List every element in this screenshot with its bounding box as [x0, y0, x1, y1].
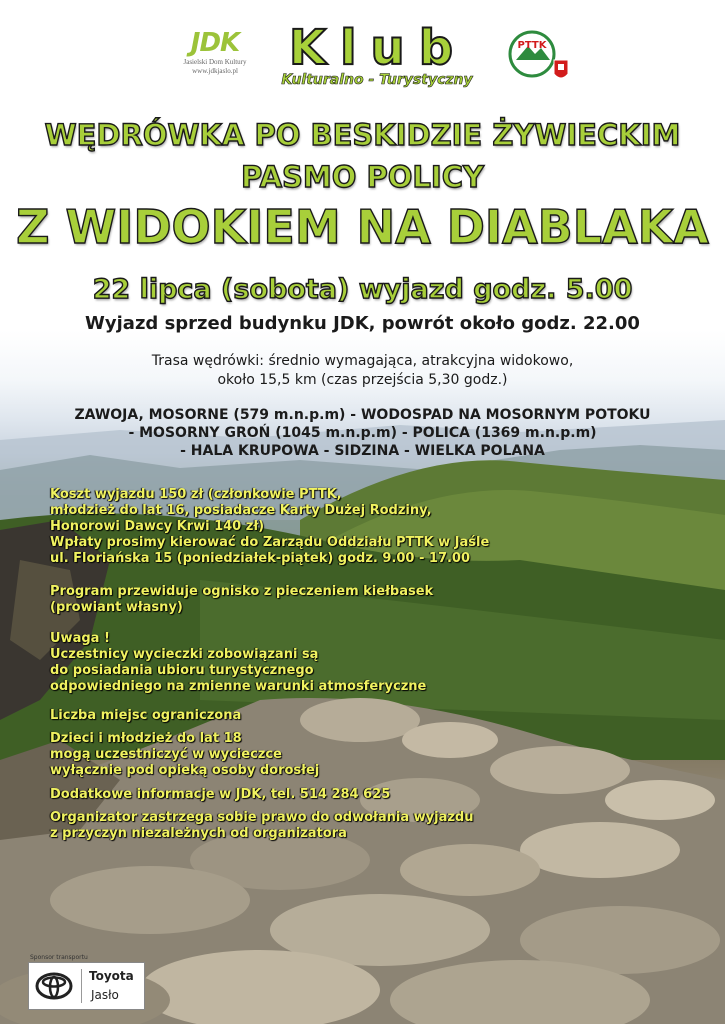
route-line-1: Trasa wędrówki: średnio wymagająca, atrakcyjna widokowo, — [151, 353, 574, 369]
organizer-info: Organizator zastrzega sobie prawo do odwołania wyjazdu z przyczyn niezależnych od organizatora — [50, 810, 474, 841]
contact-info: Dodatkowe informacje w JDK, tel. 514 284 625 — [50, 787, 391, 802]
date-line: 22 lipca (sobota) wyjazd godz. 5.00 — [92, 274, 633, 305]
heading-line-2: PASMO POLICY — [241, 160, 484, 194]
places-line-3: - HALA KRUPOWA - SIDZINA - WIELKA POLANA — [180, 443, 545, 459]
sponsor-brand: Toyota — [89, 969, 134, 983]
places-line-1: ZAWOJA, MOSORNE (579 m.n.p.m) - WODOSPAD NA MOSORNYM POTOKU — [74, 407, 651, 423]
sponsor-divider — [81, 969, 82, 1003]
sponsor-city: Jasło — [91, 988, 119, 1002]
jdk-url: www.jdkjaslo.pl — [192, 67, 238, 75]
club-subtitle: Kulturalno - Turystyczny — [281, 72, 473, 88]
places-line-2: - MOSORNY GROŃ (1045 m.n.p.m) - POLICA (1369 m.n.p.m) — [128, 425, 597, 441]
warning-info: Uwaga ! Uczestnicy wycieczki zobowiązani są do posiadania ubioru turystycznego odpowiedniego na zmienne warunki atmosferyczne — [50, 631, 427, 694]
pttk-logo-text: PTTK — [517, 40, 547, 51]
program-info: Program przewiduje ognisko z pieczeniem kiełbasek (prowiant własny) — [50, 584, 434, 615]
route-places — [0, 406, 725, 460]
club-title: Klub — [288, 20, 468, 76]
heading-line-3: Z WIDOKIEM NA DIABLAKA — [16, 200, 709, 254]
departure-line: Wyjazd sprzed budynku JDK, powrót około godz. 22.00 — [85, 313, 640, 334]
pttk-emblem-icon — [508, 26, 574, 86]
sponsor-caption: Sponsor transportu — [30, 954, 88, 961]
pttk-logo — [508, 26, 574, 86]
heading-line-1: WĘDRÓWKA PO BESKIDZIE ŻYWIECKIM — [44, 118, 681, 152]
jdk-logo — [175, 28, 255, 98]
limit-info: Liczba miejsc ograniczona — [50, 708, 242, 723]
toyota-sponsor-logo — [28, 962, 145, 1010]
route-description — [0, 352, 725, 390]
route-line-2: około 15,5 km (czas przejścia 5,30 godz.) — [217, 372, 508, 388]
jdk-logo-caption: Jasielski Dom Kultury — [183, 58, 247, 66]
toyota-emblem-icon — [35, 971, 73, 1001]
children-info: Dzieci i młodzież do lat 18 mogą uczestniczyć w wycieczce wyłącznie pod opieką osoby dorosłej — [50, 731, 320, 778]
cost-info: Koszt wyjazdu 150 zł (członkowie PTTK, młodzież do lat 16, posiadacze Karty Dużej Rodziny, Honorowi Dawcy Krwi 140 zł) Wpłaty prosimy kierować do Zarządu Oddziału PTTK w Jaśle ul. Floriańska 15 (poniedziałek-piątek) godz. 9.00 - 17.00 — [50, 487, 490, 566]
jdk-logo-mark: JDK — [190, 28, 240, 58]
